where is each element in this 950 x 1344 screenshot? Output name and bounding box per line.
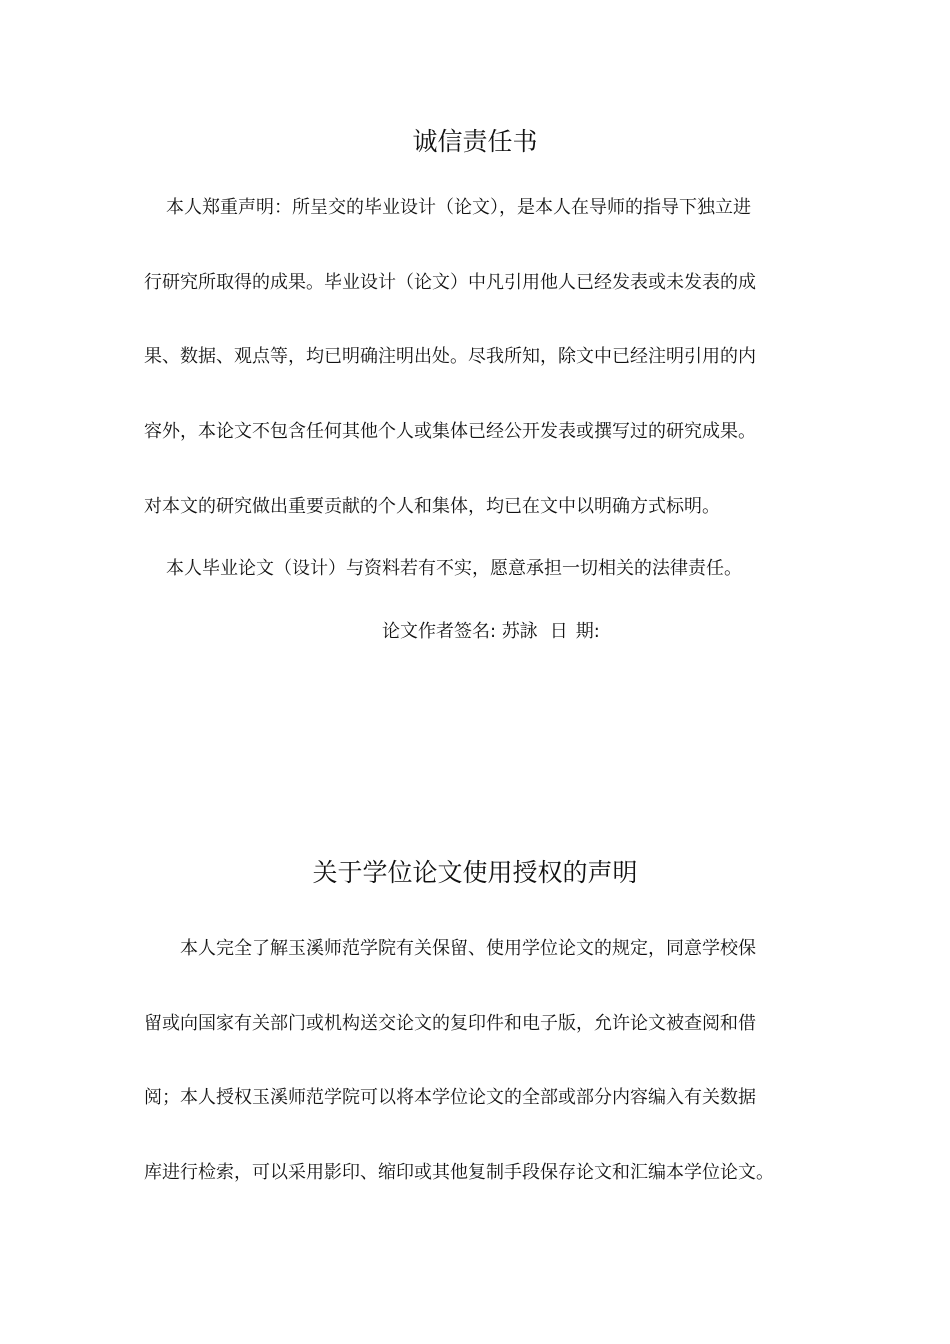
authorization-line-2: 留或向国家有关部门或机构送交论文的复印件和电子版，允许论文被查阅和借 <box>144 1013 756 1034</box>
integrity-line-4: 容外，本论文不包含任何其他个人或集体已经公开发表或撰写过的研究成果。 <box>144 421 756 442</box>
integrity-line-1: 本人郑重声明：所呈交的毕业设计（论文），是本人在导师的指导下独立进 <box>166 197 751 218</box>
date-label: 日 <box>549 621 568 642</box>
integrity-line-6: 本人毕业论文（设计）与资料若有不实，愿意承担一切相关的法律责任。 <box>166 558 742 579</box>
signature-label: 论文作者签名: 苏詠 <box>382 621 538 642</box>
integrity-line-2: 行研究所取得的成果。毕业设计（论文）中凡引用他人已经发表或未发表的成 <box>144 272 756 293</box>
authorization-line-3: 阅；本人授权玉溪师范学院可以将本学位论文的全部或部分内容编入有关数据 <box>144 1087 756 1108</box>
integrity-title: 诚信责任书 <box>412 127 538 156</box>
authorization-line-4: 库进行检索，可以采用影印、缩印或其他复制手段保存论文和汇编本学位论文。 <box>144 1162 774 1183</box>
date-suffix: 期: <box>575 621 600 642</box>
integrity-line-5: 对本文的研究做出重要贡献的个人和集体，均已在文中以明确方式标明。 <box>144 496 720 517</box>
authorization-line-1: 本人完全了解玉溪师范学院有关保留、使用学位论文的规定，同意学校保 <box>180 938 756 959</box>
signature-row <box>382 619 600 645</box>
authorization-title: 关于学位论文使用授权的声明 <box>312 858 638 887</box>
integrity-line-3: 果、数据、观点等，均已明确注明出处。尽我所知，除文中已经注明引用的内 <box>144 346 756 367</box>
